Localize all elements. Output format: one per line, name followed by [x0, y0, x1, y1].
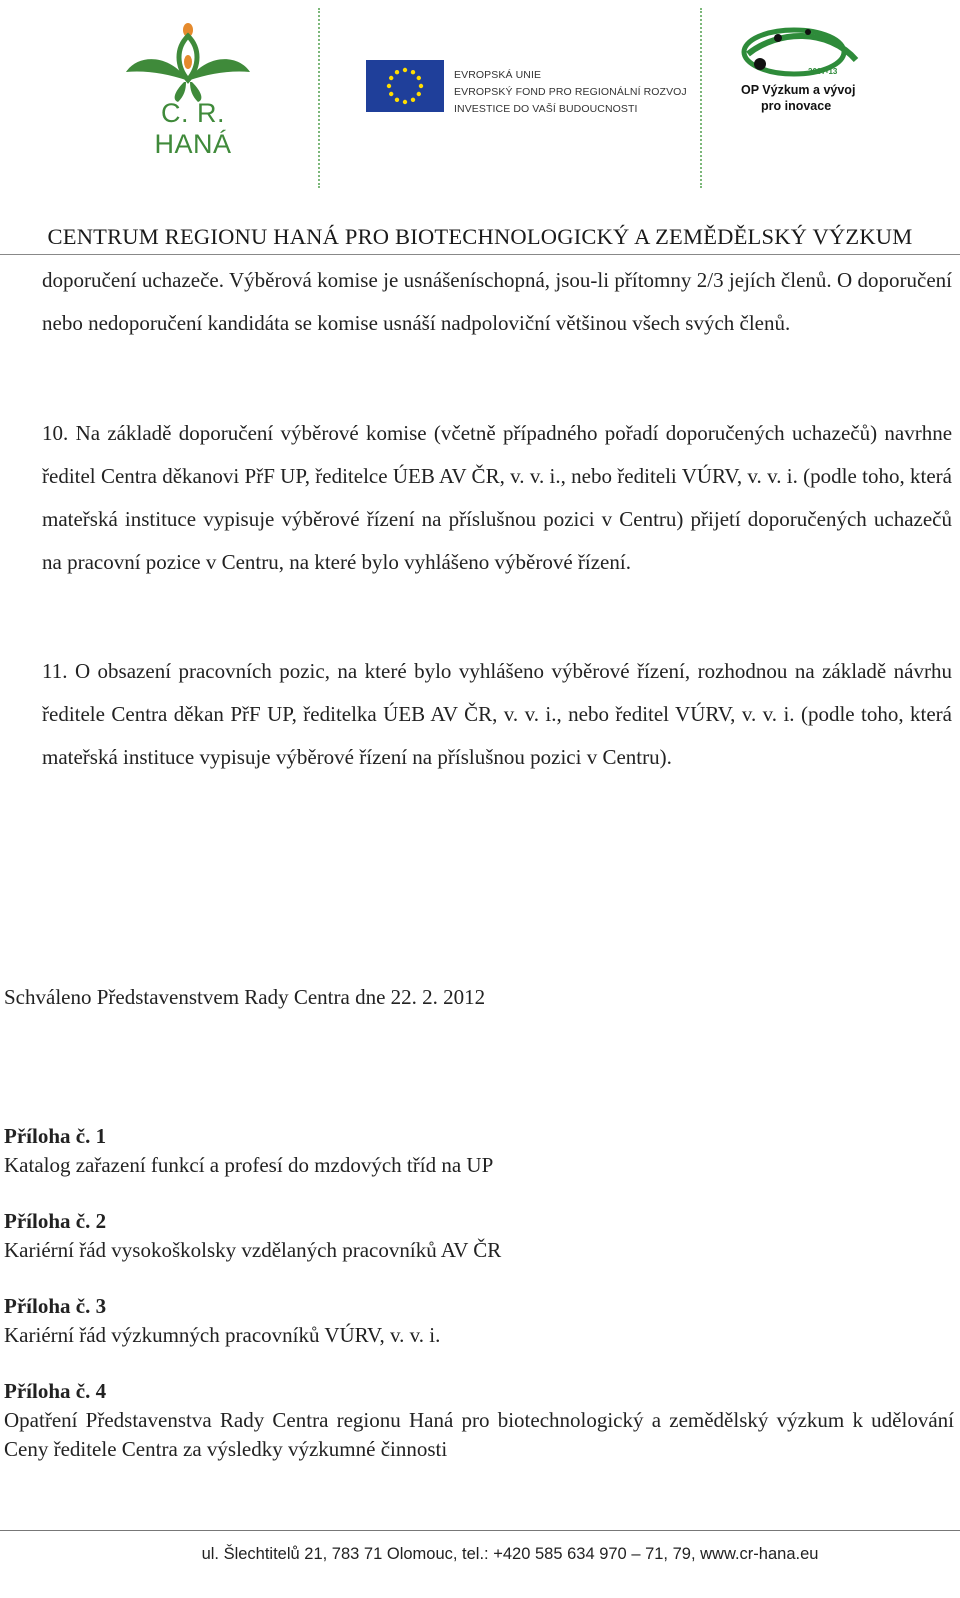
footer-address: ul. Šlechtitelů 21, 783 71 Olomouc, tel.: +420 585 634 970 – 71, 79, www.cr-hana.eu: [201, 1545, 819, 1563]
eu-line: EVROPSKÁ UNIE: [454, 69, 542, 81]
header-divider: [318, 8, 320, 188]
op-line: pro inovace: [761, 99, 832, 113]
plant-icon: [118, 14, 258, 104]
item-text: O obsazení pracovních pozic, na které bylo vyhlášeno výběrové řízení, rozhodnou na základě návrhu ředitele Centra děkan PřF UP, ředitelka ÚEB AV ČR, v. v. i., nebo ředitel VÚRV, v. v. i. (podle toho, která mateřská instituce vypisuje výběrové řízení na příslušnou pozici v Centru).: [42, 659, 952, 769]
attachment-desc: Kariérní řád vysokoškolsky vzdělaných pracovníků AV ČR: [4, 1238, 502, 1262]
paragraph-continued: doporučení uchazeče. Výběrová komise je usnášeníschopná, jsou-li přítomny 2/3 jejích členů. O doporučení nebo nedoporučení kandidáta se komise usnáší nadpoloviční většinou všech svých členů.: [42, 268, 952, 335]
attachment-2: [4, 1207, 954, 1265]
attachment-title: Příloha č. 4: [4, 1379, 107, 1403]
attachment-1: [4, 1122, 954, 1180]
hana-logo-text: C. R. HANÁ: [154, 98, 232, 159]
eu-text: [454, 67, 687, 118]
list-item-10: [42, 412, 952, 584]
cr-hana-logo: [118, 14, 258, 159]
eu-flag-icon: [366, 60, 444, 112]
header-divider: [700, 8, 702, 188]
attachment-3: [4, 1292, 954, 1350]
attachment-desc: Kariérní řád výzkumných pracovníků VÚRV, v. v. i.: [4, 1323, 441, 1347]
attachment-desc: Katalog zařazení funkcí a profesí do mzdových tříd na UP: [4, 1153, 494, 1177]
header-rule: [0, 254, 960, 255]
attachment-4: [4, 1377, 954, 1464]
op-text: [741, 82, 855, 114]
centrum-title: CENTRUM REGIONU HANÁ PRO BIOTECHNOLOGICKÝ A ZEMĚDĚLSKÝ VÝZKUM: [47, 224, 913, 249]
attachment-desc: Opatření Představenstva Rady Centra regionu Haná pro biotechnologický a zemědělský výzkum k udělování Ceny ředitele Centra za výsledky výzkumné činnosti: [4, 1408, 954, 1461]
op-years: 2007-13: [808, 67, 838, 76]
approval-note: Schváleno Představenstvem Rady Centra dne 22. 2. 2012: [4, 985, 486, 1009]
list-item-11: [42, 650, 952, 779]
item-number: 11.: [42, 659, 68, 683]
item-text: Na základě doporučení výběrové komise (včetně případného pořadí doporučených uchazečů) navrhne ředitel Centra děkanovi PřF UP, ředitelce ÚEB AV ČR, v. v. i., nebo řediteli VÚRV, v. v. i. (podle toho, která mateřská instituce vypisuje výběrové řízení na příslušnou pozici v Centru) přijetí doporučených uchazečů na pracovní pozice v Centru, na které bylo vyhlášeno výběrové řízení.: [42, 421, 953, 574]
item-number: 10.: [42, 421, 69, 445]
eu-line: INVESTICE DO VAŠÍ BUDOUCNOSTI: [454, 103, 638, 115]
attachment-title: Příloha č. 3: [4, 1294, 107, 1318]
eu-line: EVROPSKÝ FOND PRO REGIONÁLNÍ ROZVOJ: [454, 86, 687, 98]
footer-rule: [0, 1530, 960, 1531]
op-line: OP Výzkum a vývoj: [741, 83, 856, 97]
attachment-title: Příloha č. 2: [4, 1209, 107, 1233]
attachment-title: Příloha č. 1: [4, 1124, 107, 1148]
